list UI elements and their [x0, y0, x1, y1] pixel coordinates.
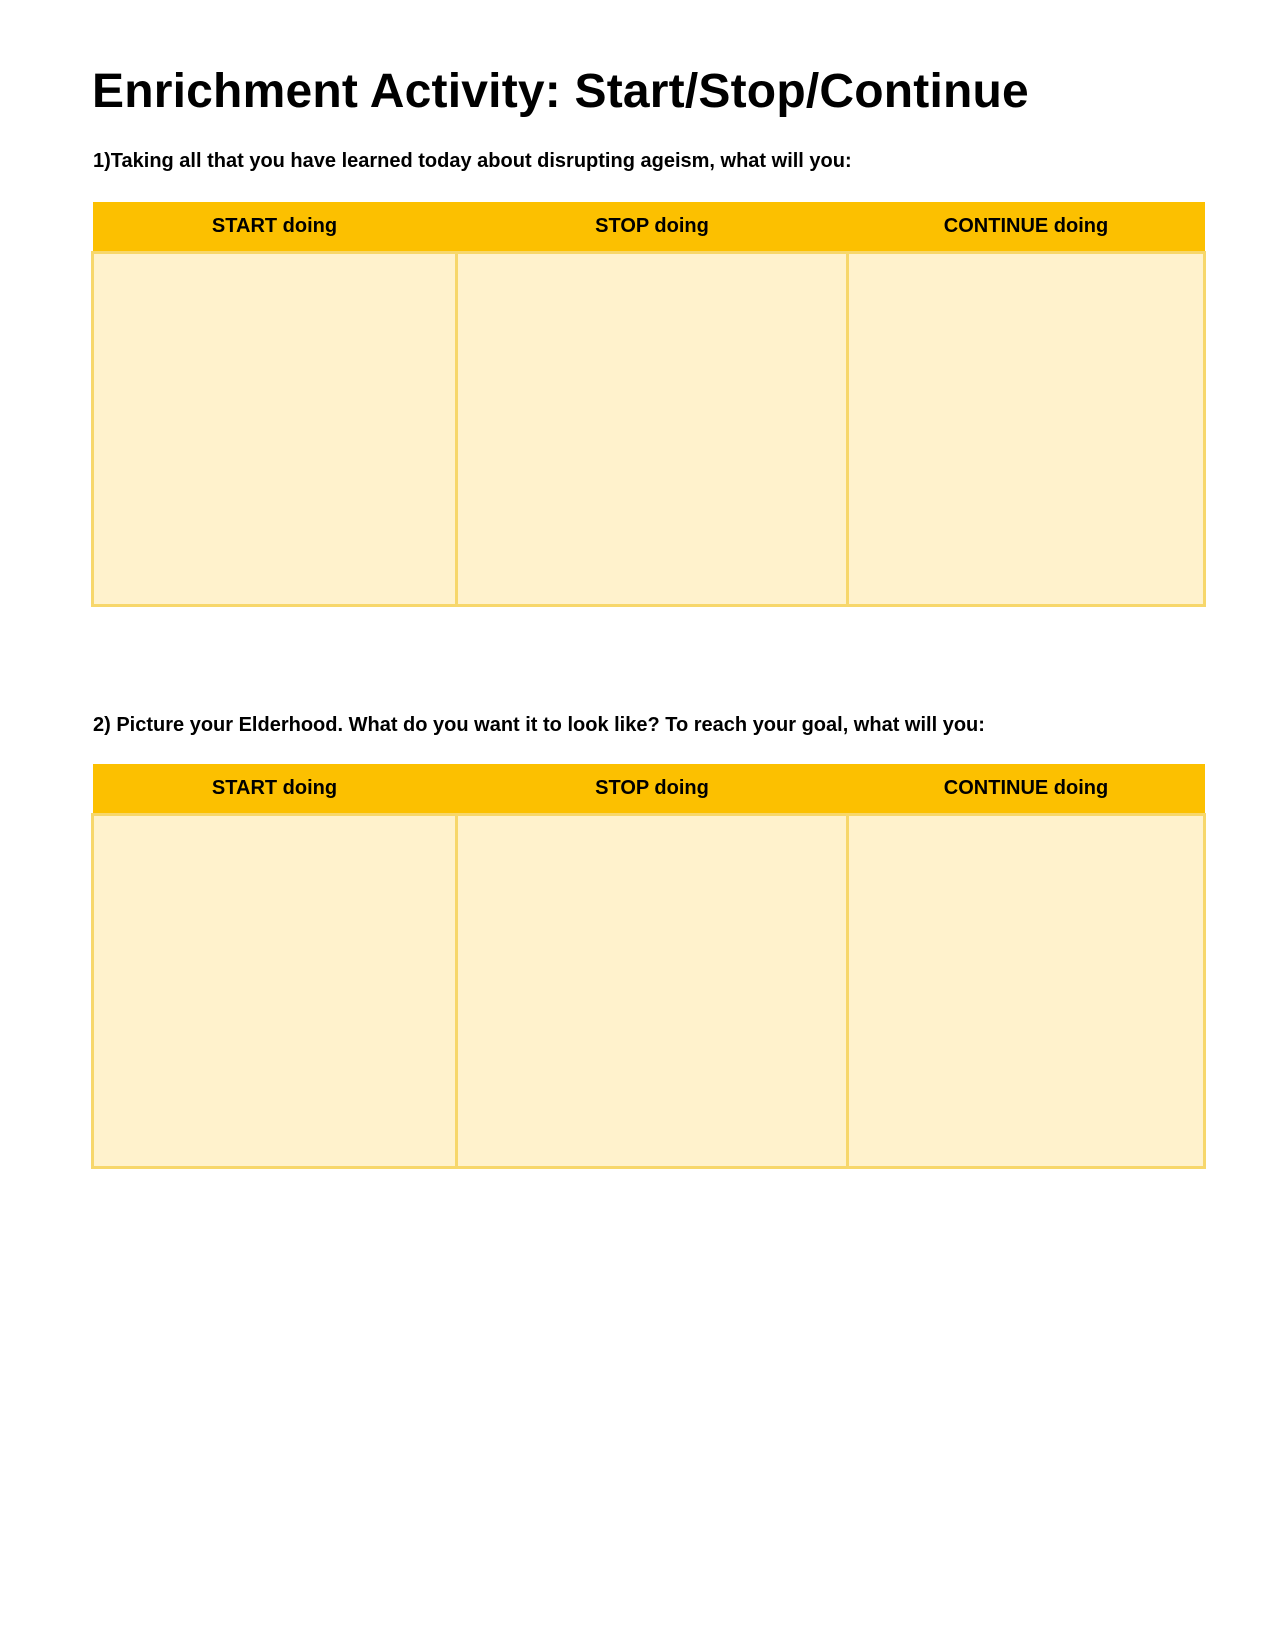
continue-answer-cell[interactable]	[848, 815, 1205, 1168]
start-answer-cell[interactable]	[93, 815, 457, 1168]
start-stop-continue-table-1	[91, 202, 1206, 607]
stop-answer-cell[interactable]	[457, 253, 848, 606]
column-header-start: START doing	[93, 202, 457, 253]
column-header-continue: CONTINUE doing	[848, 764, 1205, 815]
question-2: 2) Picture your Elderhood. What do you want it to look like? To reach your goal, what will you:	[93, 714, 985, 736]
start-stop-continue-table-2	[91, 764, 1206, 1169]
table-row	[93, 815, 1205, 1168]
table-header-row	[93, 202, 1205, 253]
table-row	[93, 253, 1205, 606]
stop-answer-cell[interactable]	[457, 815, 848, 1168]
start-answer-cell[interactable]	[93, 253, 457, 606]
page-title: Enrichment Activity: Start/Stop/Continue	[92, 65, 1029, 118]
table-header-row	[93, 764, 1205, 815]
continue-answer-cell[interactable]	[848, 253, 1205, 606]
column-header-start: START doing	[93, 764, 457, 815]
question-1: 1)Taking all that you have learned today about disrupting ageism, what will you:	[93, 150, 852, 172]
column-header-stop: STOP doing	[457, 202, 848, 253]
column-header-stop: STOP doing	[457, 764, 848, 815]
column-header-continue: CONTINUE doing	[848, 202, 1205, 253]
